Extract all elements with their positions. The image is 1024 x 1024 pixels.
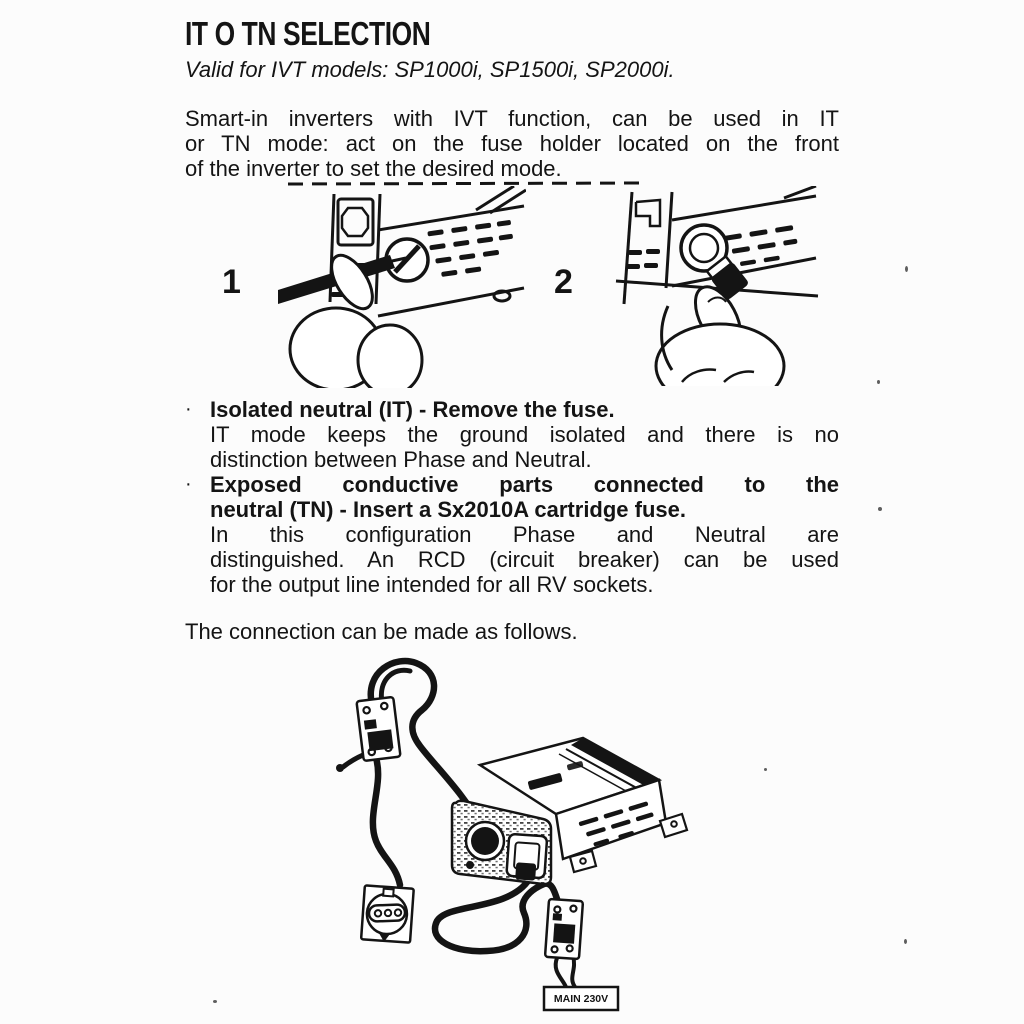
scan-speck xyxy=(877,380,880,384)
rcd-breaker-mains xyxy=(545,899,583,959)
rcd-breaker-input xyxy=(356,697,400,761)
bullet-body-line: In this configuration Phase and Neutral are xyxy=(210,522,839,547)
bullet-body-line: distinguished. An RCD (circuit breaker) can be used xyxy=(210,547,839,572)
vent-grille xyxy=(724,225,800,268)
bullet-marker: · xyxy=(185,473,192,495)
scan-speck xyxy=(905,266,908,272)
fuse-holder-removal-illustration xyxy=(612,186,824,386)
scan-speck xyxy=(904,939,907,944)
page-title: IT O TN SELECTION xyxy=(185,15,431,52)
step-2-number: 2 xyxy=(554,263,573,301)
intro-line: or TN mode: act on the fuse holder located on the front xyxy=(185,131,839,156)
connection-diagram-illustration xyxy=(330,653,782,1021)
scan-speck xyxy=(878,507,882,511)
intro-line: Smart-in inverters with IVT function, can be used in IT xyxy=(185,106,839,131)
bullet-heading-line: Exposed conductive parts connected to the xyxy=(210,472,839,497)
closing-sentence: The connection can be made as follows. xyxy=(185,619,578,644)
plugged-round-plug xyxy=(471,827,499,855)
step-1-number: 1 xyxy=(222,263,241,301)
cable-lug xyxy=(336,764,344,772)
scan-speck xyxy=(213,1000,217,1003)
intro-line: of the inverter to set the desired mode. xyxy=(185,156,562,181)
mode-bullet-list xyxy=(185,397,839,597)
main-230v-label: MAIN 230V xyxy=(553,993,609,1005)
intro-paragraph xyxy=(185,106,839,181)
inverter xyxy=(452,738,687,884)
bullet-marker: · xyxy=(185,398,192,420)
main-230v-label-box xyxy=(544,987,618,1010)
hand-icon xyxy=(656,280,784,386)
bullet-body-line: IT mode keeps the ground isolated and there is no xyxy=(210,422,839,447)
bullet-body-line: distinction between Phase and Neutral. xyxy=(210,447,592,472)
wall-socket xyxy=(361,885,414,943)
list-item xyxy=(185,472,839,597)
front-outlet xyxy=(506,834,547,882)
bullet-body-line: for the output line intended for all RV sockets. xyxy=(210,572,654,597)
bullet-heading-line: Isolated neutral (IT) - Remove the fuse. xyxy=(210,397,615,422)
page-subtitle: Valid for IVT models: SP1000i, SP1500i, SP2000i. xyxy=(185,57,675,82)
list-item xyxy=(185,397,839,472)
bullet-heading-line: neutral (TN) - Insert a Sx2010A cartridge fuse. xyxy=(210,497,686,522)
fuse-holder-screwdriver-illustration xyxy=(278,186,526,388)
vent-grille xyxy=(427,220,517,278)
scan-speck xyxy=(764,768,767,771)
